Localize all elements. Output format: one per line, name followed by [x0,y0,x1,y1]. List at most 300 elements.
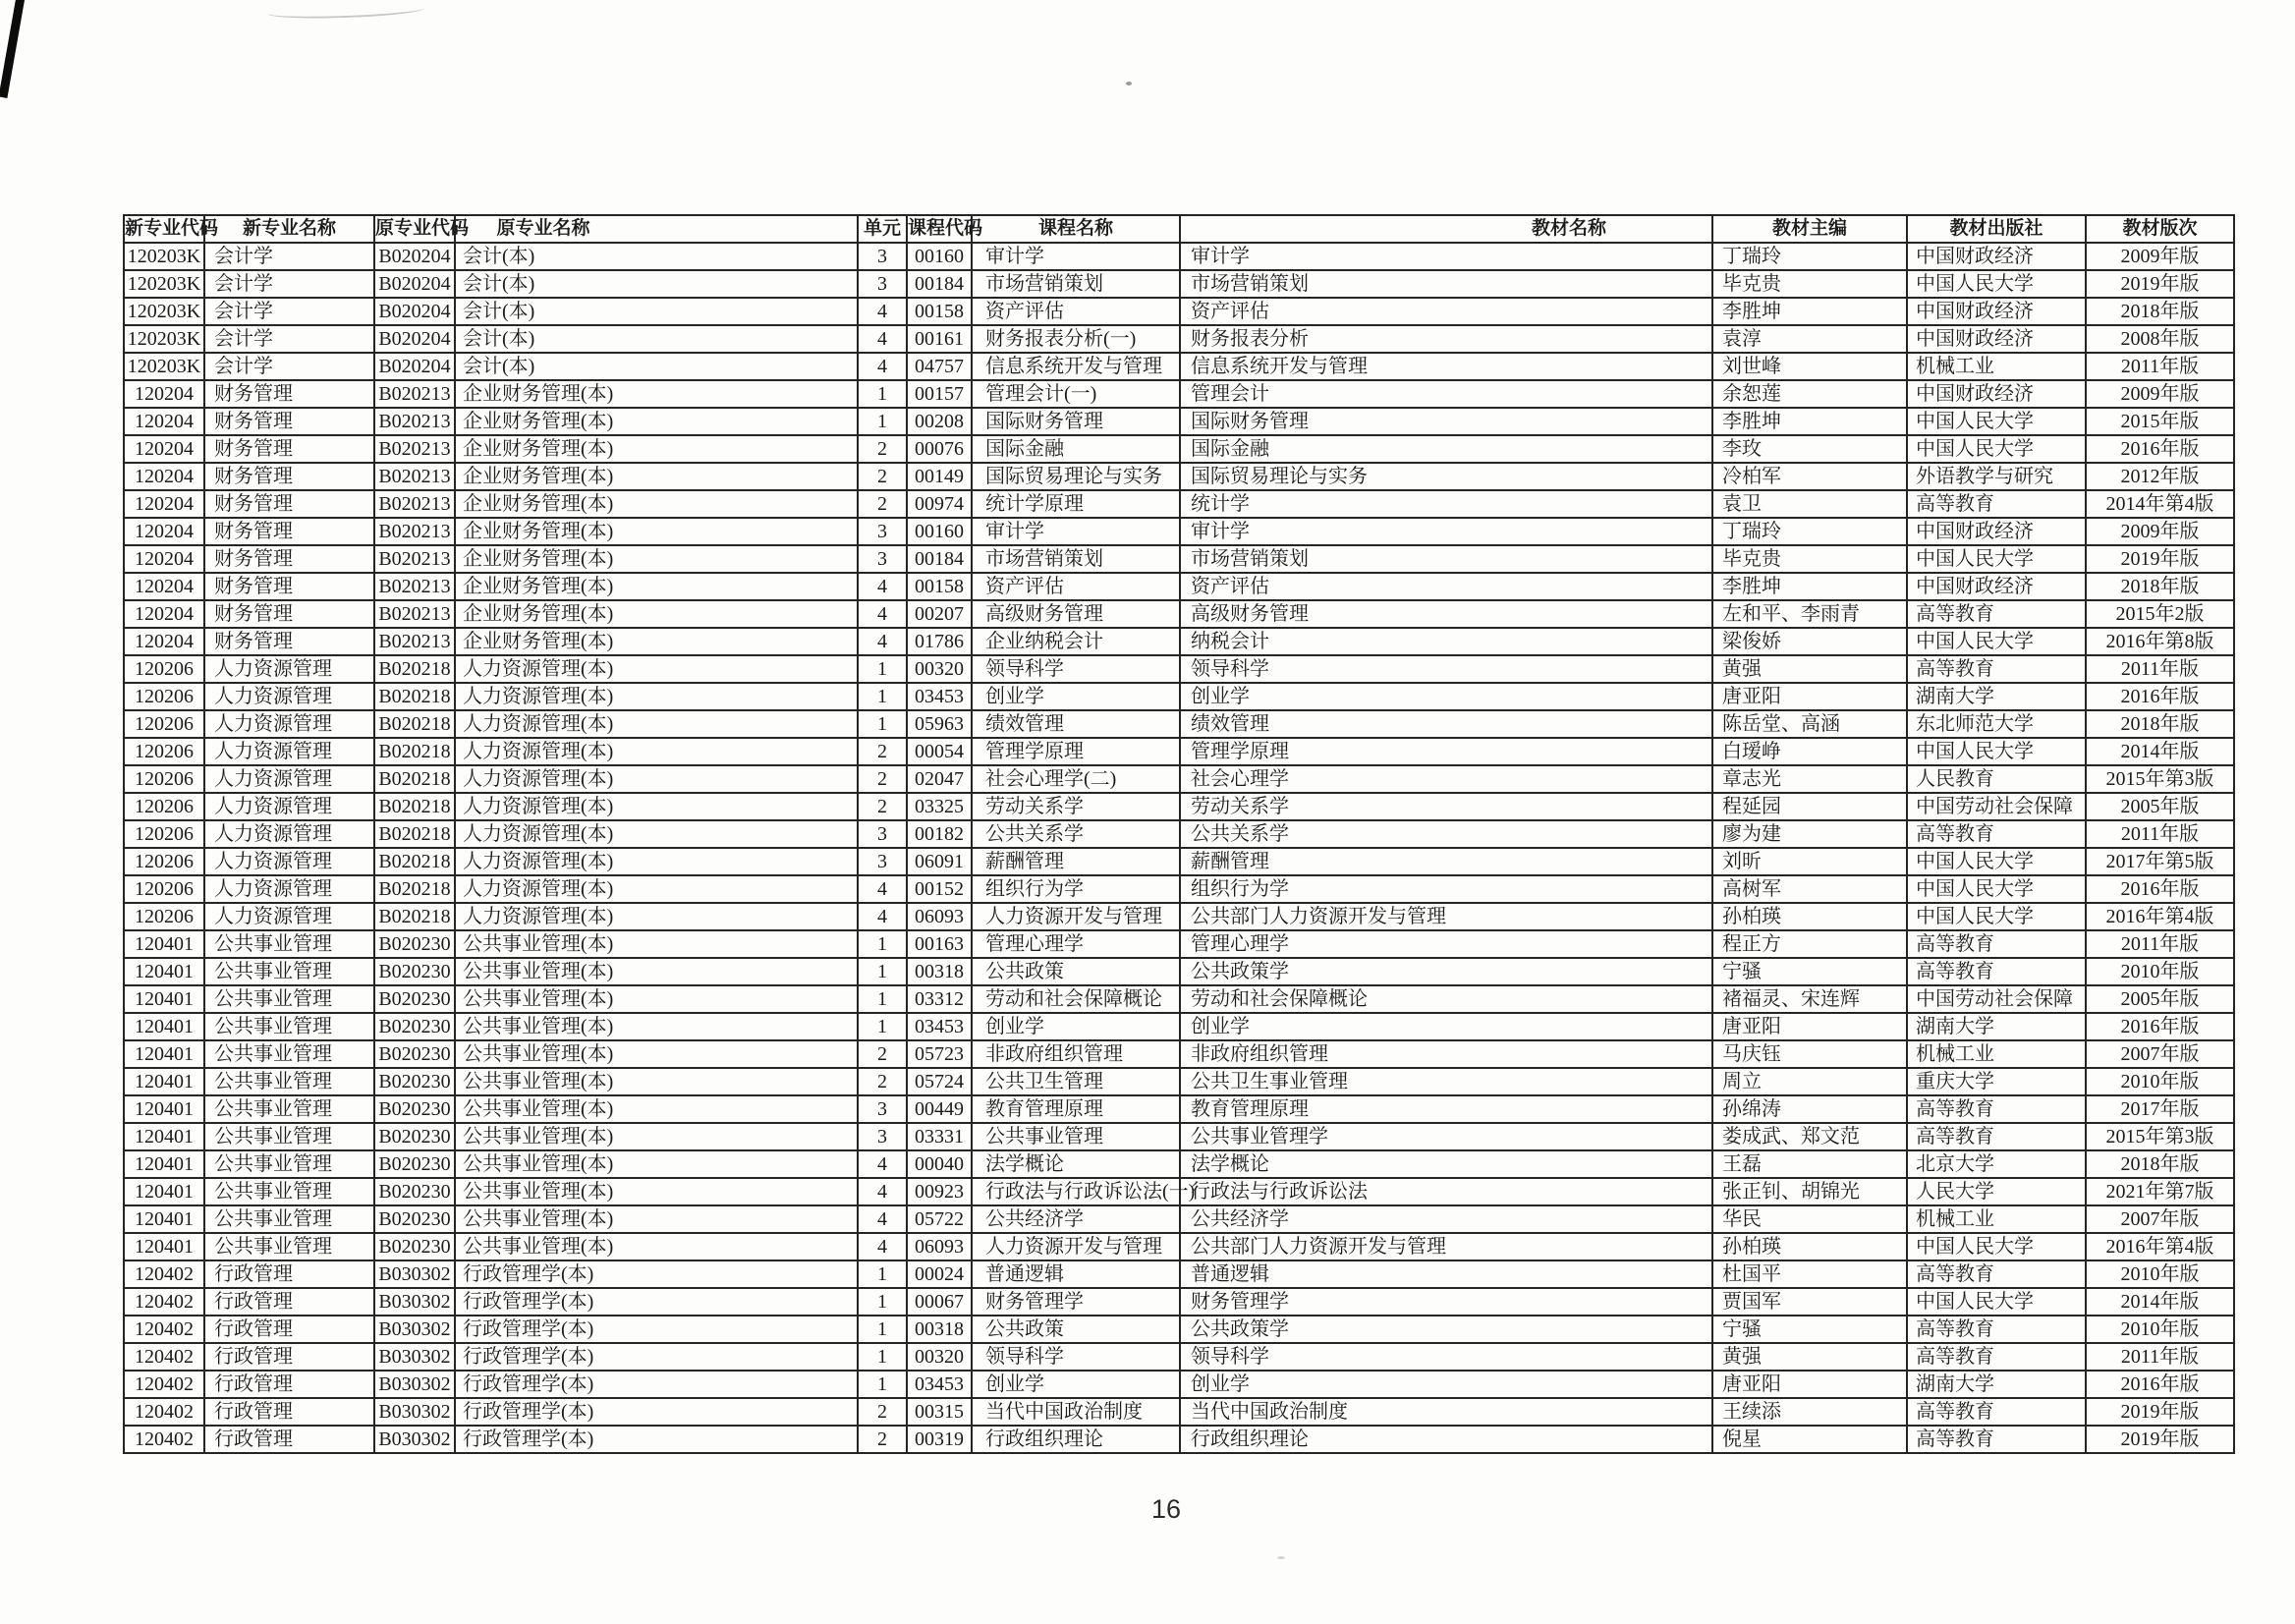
table-cell: 04757 [907,353,972,380]
table-cell: 2009年版 [2086,380,2234,408]
table-cell: 3 [858,243,907,270]
table-cell: B020213 [374,408,455,435]
table-cell: 薪酬管理 [972,848,1180,875]
table-cell: 120206 [124,903,204,930]
table-cell: 2011年版 [2086,820,2234,848]
table-cell: 行政组织理论 [972,1426,1180,1453]
table-cell: 2016年版 [2086,875,2234,903]
table-cell: 普通逻辑 [1180,1260,1712,1288]
table-cell: 国际财务管理 [972,408,1180,435]
table-row [124,545,2234,573]
table-cell: 120204 [124,518,204,545]
table-cell: 唐亚阳 [1712,683,1907,710]
table-cell: 2007年版 [2086,1205,2234,1233]
table-row [124,738,2234,765]
table-cell: 湖南大学 [1907,1013,2086,1040]
table-cell: 当代中国政治制度 [1180,1398,1712,1426]
table-cell: 120203K [124,298,204,325]
table-cell: 公共关系学 [972,820,1180,848]
table-cell: 人力资源管理(本) [455,820,858,848]
table-cell: 行政组织理论 [1180,1426,1712,1453]
table-cell: 章志光 [1712,765,1907,793]
table-cell: 2019年版 [2086,270,2234,298]
table-cell: 120204 [124,545,204,573]
table-cell: 公共事业管理(本) [455,1178,858,1205]
table-cell: 2017年第5版 [2086,848,2234,875]
table-cell: 劳动关系学 [972,793,1180,820]
table-cell: 4 [858,1150,907,1178]
table-cell: 4 [858,628,907,655]
table-row [124,1233,2234,1260]
table-cell: 廖为建 [1712,820,1907,848]
table-cell: 行政管理 [204,1343,374,1371]
table-cell: 人力资源管理(本) [455,655,858,683]
table-cell: 公共事业管理(本) [455,930,858,958]
table-cell: 毕克贵 [1712,270,1907,298]
table-cell: B020230 [374,1150,455,1178]
table-cell: 公共经济学 [972,1205,1180,1233]
table-cell: 1 [858,958,907,985]
table-cell: 公共事业管理 [204,1150,374,1178]
table-cell: 中国人民大学 [1907,738,2086,765]
table-cell: 人力资源管理(本) [455,793,858,820]
table-cell: 湖南大学 [1907,1371,2086,1398]
table-cell: 公共事业管理 [204,1123,374,1150]
table-cell: 1 [858,930,907,958]
table-cell: 宁骚 [1712,958,1907,985]
table-cell: 00320 [907,655,972,683]
table-cell: 行政管理 [204,1260,374,1288]
table-cell: 行政法与行政诉讼法 [1180,1178,1712,1205]
table-cell: 华民 [1712,1205,1907,1233]
table-cell: 120401 [124,1040,204,1068]
table-cell: 120401 [124,1178,204,1205]
table-cell: 组织行为学 [972,875,1180,903]
table-cell: 中国人民大学 [1907,1233,2086,1260]
table-cell: 00319 [907,1426,972,1453]
table-row [124,353,2234,380]
table-cell: 00184 [907,270,972,298]
table-row [124,1095,2234,1123]
table-cell: 2015年第3版 [2086,1123,2234,1150]
table-cell: 120203K [124,243,204,270]
table-cell: 中国人民大学 [1907,545,2086,573]
table-cell: 马庆钰 [1712,1040,1907,1068]
table-cell: 3 [858,1123,907,1150]
table-cell: 1 [858,1343,907,1371]
table-cell: 管理学原理 [972,738,1180,765]
table-cell: 中国人民大学 [1907,270,2086,298]
table-cell: 创业学 [1180,1013,1712,1040]
table-cell: 孙柏瑛 [1712,903,1907,930]
table-row [124,985,2234,1013]
table-cell: 中国财政经济 [1907,518,2086,545]
table-cell: 行政管理学(本) [455,1371,858,1398]
table-cell: 公共事业管理 [204,1068,374,1095]
table-cell: 3 [858,518,907,545]
table-cell: 领导科学 [972,1343,1180,1371]
table-cell: 审计学 [972,518,1180,545]
table-cell: 人民大学 [1907,1178,2086,1205]
table-cell: 00318 [907,1316,972,1343]
table-cell: 湖南大学 [1907,683,2086,710]
table-cell: 4 [858,1178,907,1205]
table-cell: B020213 [374,628,455,655]
table-cell: 00182 [907,820,972,848]
table-cell: 120204 [124,463,204,490]
table-cell: 3 [858,270,907,298]
table-cell: B020218 [374,738,455,765]
table-row [124,1040,2234,1068]
table-cell: 创业学 [972,683,1180,710]
table-row [124,600,2234,628]
table-row [124,325,2234,353]
table-cell: 刘昕 [1712,848,1907,875]
table-cell: 统计学 [1180,490,1712,518]
table-cell: 2017年版 [2086,1095,2234,1123]
table-cell: 00152 [907,875,972,903]
table-cell: 法学概论 [1180,1150,1712,1178]
table-cell: 重庆大学 [1907,1068,2086,1095]
table-cell: 人力资源开发与管理 [972,1233,1180,1260]
table-cell: 1 [858,408,907,435]
table-cell: 唐亚阳 [1712,1371,1907,1398]
table-cell: 120402 [124,1288,204,1316]
table-cell: 120203K [124,270,204,298]
table-cell: 东北师范大学 [1907,710,2086,738]
table-cell: 创业学 [972,1371,1180,1398]
table-cell: 05963 [907,710,972,738]
table-cell: 左和平、李雨青 [1712,600,1907,628]
table-cell: 创业学 [1180,1371,1712,1398]
table-cell: 2016年第4版 [2086,903,2234,930]
table-cell: 人力资源管理(本) [455,903,858,930]
table-cell: 00208 [907,408,972,435]
table-cell: 人力资源管理 [204,738,374,765]
table-cell: 2010年版 [2086,1260,2234,1288]
table-cell: 03453 [907,1371,972,1398]
table-row [124,435,2234,463]
table-cell: 企业财务管理(本) [455,518,858,545]
table-row [124,270,2234,298]
table-cell: 2 [858,738,907,765]
table-cell: 财务管理 [204,435,374,463]
table-cell: 程正方 [1712,930,1907,958]
table-cell: 2011年版 [2086,930,2234,958]
table-cell: 企业财务管理(本) [455,435,858,463]
table-cell: 中国人民大学 [1907,875,2086,903]
table-cell: 会计(本) [455,325,858,353]
table-cell: 企业财务管理(本) [455,600,858,628]
table-cell: 2 [858,1398,907,1426]
table-cell: 机械工业 [1907,1040,2086,1068]
table-row [124,848,2234,875]
course-textbook-table [123,214,2235,1454]
table-cell: 人力资源管理 [204,793,374,820]
table-cell: 120402 [124,1371,204,1398]
table-cell: B020218 [374,903,455,930]
table-cell: 4 [858,298,907,325]
table-cell: 120401 [124,1068,204,1095]
table-cell: 4 [858,1233,907,1260]
table-cell: 公共事业管理 [204,1013,374,1040]
table-cell: 2015年2版 [2086,600,2234,628]
table-cell: 00160 [907,243,972,270]
table-cell: 管理会计 [1180,380,1712,408]
table-cell: B020230 [374,1178,455,1205]
table-cell: 王续添 [1712,1398,1907,1426]
table-cell: 企业财务管理(本) [455,463,858,490]
table-cell: 公共经济学 [1180,1205,1712,1233]
table-cell: 财务报表分析 [1180,325,1712,353]
table-cell: 袁淳 [1712,325,1907,353]
table-cell: 市场营销策划 [1180,545,1712,573]
table-cell: 绩效管理 [972,710,1180,738]
table-cell: 高等教育 [1907,600,2086,628]
table-cell: 2011年版 [2086,1343,2234,1371]
table-cell: 中国人民大学 [1907,1288,2086,1316]
table-cell: 高等教育 [1907,1343,2086,1371]
table-cell: 00207 [907,600,972,628]
table-cell: B020230 [374,1040,455,1068]
table-cell: 2018年版 [2086,298,2234,325]
table-cell: 05724 [907,1068,972,1095]
table-cell: 国际金融 [972,435,1180,463]
table-cell: 法学概论 [972,1150,1180,1178]
table-row [124,1123,2234,1150]
table-cell: 00067 [907,1288,972,1316]
table-cell: 杜国平 [1712,1260,1907,1288]
table-cell: B020218 [374,820,455,848]
table-cell: 05722 [907,1205,972,1233]
table-cell: 4 [858,573,907,600]
table-cell: 人力资源管理 [204,765,374,793]
table-cell: 企业财务管理(本) [455,380,858,408]
table-cell: 2 [858,463,907,490]
table-cell: 行政管理 [204,1426,374,1453]
table-cell: 00149 [907,463,972,490]
table-cell: 管理心理学 [972,930,1180,958]
table-cell: 梁俊娇 [1712,628,1907,655]
table-cell: B020204 [374,325,455,353]
table-cell: 人力资源管理 [204,848,374,875]
table-row [124,298,2234,325]
table-cell: 2 [858,765,907,793]
scan-artifact-corner-mark [0,0,26,98]
page-number: 16 [1151,1494,1182,1524]
table-header-row [124,215,2234,243]
table-cell: 120402 [124,1316,204,1343]
column-header-new-major-name: 新专业名称 [204,215,374,243]
table-cell: 00161 [907,325,972,353]
table-cell: 劳动和社会保障概论 [972,985,1180,1013]
table-cell: 2005年版 [2086,793,2234,820]
table-row [124,1205,2234,1233]
table-cell: 4 [858,600,907,628]
table-cell: 120402 [124,1398,204,1426]
table-cell: 社会心理学(二) [972,765,1180,793]
table-cell: 2007年版 [2086,1040,2234,1068]
table-cell: 中国人民大学 [1907,408,2086,435]
table-cell: 人力资源开发与管理 [972,903,1180,930]
table-cell: B020218 [374,793,455,820]
table-cell: 贾国军 [1712,1288,1907,1316]
table-row [124,875,2234,903]
table-cell: 李胜坤 [1712,408,1907,435]
table-cell: 120206 [124,655,204,683]
table-cell: B020230 [374,1013,455,1040]
table-cell: 人力资源管理 [204,710,374,738]
table-cell: 120402 [124,1343,204,1371]
table-cell: 120206 [124,875,204,903]
table-cell: 2016年第8版 [2086,628,2234,655]
table-cell: B020230 [374,1233,455,1260]
table-cell: 2005年版 [2086,985,2234,1013]
table-row [124,573,2234,600]
table-cell: 丁瑞玲 [1712,518,1907,545]
table-cell: 公共政策 [972,958,1180,985]
table-cell: 120204 [124,600,204,628]
table-cell: 120204 [124,573,204,600]
table-cell: B030302 [374,1398,455,1426]
table-cell: 2010年版 [2086,958,2234,985]
table-cell: 00318 [907,958,972,985]
table-cell: B020204 [374,243,455,270]
table-cell: 行政管理学(本) [455,1288,858,1316]
table-cell: 组织行为学 [1180,875,1712,903]
table-cell: 中国财政经济 [1907,380,2086,408]
table-cell: 高级财务管理 [1180,600,1712,628]
table-cell: 06091 [907,848,972,875]
table-cell: 公共部门人力资源开发与管理 [1180,1233,1712,1260]
table-cell: 公共事业管理(本) [455,1095,858,1123]
table-cell: B030302 [374,1343,455,1371]
table-cell: 00054 [907,738,972,765]
table-cell: 中国财政经济 [1907,298,2086,325]
table-cell: 2015年版 [2086,408,2234,435]
table-cell: 公共部门人力资源开发与管理 [1180,903,1712,930]
table-cell: 孙绵涛 [1712,1095,1907,1123]
table-cell: 高等教育 [1907,820,2086,848]
table-cell: 机械工业 [1907,353,2086,380]
column-header-course-code: 课程代码 [907,215,972,243]
table-cell: 2 [858,435,907,463]
table-cell: 会计学 [204,243,374,270]
table-cell: 公共事业管理(本) [455,1123,858,1150]
table-cell: 2009年版 [2086,518,2234,545]
column-header-textbook-edition: 教材版次 [2086,215,2234,243]
table-cell: 资产评估 [972,573,1180,600]
table-cell: B020230 [374,1095,455,1123]
table-cell: 公共事业管理 [204,1205,374,1233]
table-row [124,1398,2234,1426]
table-cell: 2014年第4版 [2086,490,2234,518]
table-row [124,1013,2234,1040]
table-cell: 2019年版 [2086,1398,2234,1426]
table-cell: B030302 [374,1316,455,1343]
table-cell: 4 [858,875,907,903]
table-cell: 2014年版 [2086,738,2234,765]
table-cell: 00157 [907,380,972,408]
table-cell: B020218 [374,848,455,875]
table-cell: 外语教学与研究 [1907,463,2086,490]
table-cell: 中国人民大学 [1907,628,2086,655]
table-cell: 非政府组织管理 [972,1040,1180,1068]
table-cell: 管理会计(一) [972,380,1180,408]
table-cell: 120401 [124,1205,204,1233]
table-cell: 财务管理 [204,600,374,628]
table-cell: 00040 [907,1150,972,1178]
table-cell: 2012年版 [2086,463,2234,490]
table-cell: 120401 [124,1123,204,1150]
table-cell: 2 [858,1068,907,1095]
table-row [124,380,2234,408]
table-cell: 公共事业管理学 [1180,1123,1712,1150]
table-cell: 00449 [907,1095,972,1123]
table-cell: 2016年第4版 [2086,1233,2234,1260]
table-cell: 03325 [907,793,972,820]
table-cell: 领导科学 [1180,1343,1712,1371]
table-cell: 公共事业管理(本) [455,1013,858,1040]
table-cell: 03331 [907,1123,972,1150]
table-cell: B020230 [374,958,455,985]
table-cell: 1 [858,1288,907,1316]
table-cell: 行政管理 [204,1398,374,1426]
table-cell: 1 [858,1013,907,1040]
table-cell: 120402 [124,1260,204,1288]
table-cell: 创业学 [972,1013,1180,1040]
table-cell: 120206 [124,710,204,738]
table-cell: 06093 [907,903,972,930]
table-cell: 娄成武、郑文范 [1712,1123,1907,1150]
column-header-old-major-name: 原专业名称 [455,215,858,243]
table-cell: 北京大学 [1907,1150,2086,1178]
table-cell: 财务管理 [204,380,374,408]
table-cell: 120206 [124,683,204,710]
table-cell: 高树军 [1712,875,1907,903]
table-cell: 财务管理 [204,545,374,573]
table-cell: 公共政策学 [1180,958,1712,985]
table-cell: 120402 [124,1426,204,1453]
table-cell: 统计学原理 [972,490,1180,518]
table-cell: 国际贸易理论与实务 [972,463,1180,490]
table-cell: 公共事业管理(本) [455,985,858,1013]
table-cell: 公共事业管理 [204,1233,374,1260]
table-row [124,820,2234,848]
table-row [124,1068,2234,1095]
table-cell: 公共事业管理 [204,958,374,985]
table-cell: B020230 [374,985,455,1013]
table-cell: 余恕莲 [1712,380,1907,408]
table-cell: 中国劳动社会保障 [1907,793,2086,820]
table-cell: 企业财务管理(本) [455,408,858,435]
table-cell: 00158 [907,573,972,600]
table-cell: 唐亚阳 [1712,1013,1907,1040]
table-cell: 2008年版 [2086,325,2234,353]
table-row [124,408,2234,435]
table-cell: 中国人民大学 [1907,848,2086,875]
table-cell: 3 [858,545,907,573]
table-cell: 教育管理原理 [972,1095,1180,1123]
table-cell: B020230 [374,1205,455,1233]
table-cell: 2021年第7版 [2086,1178,2234,1205]
table-cell: 公共事业管理 [204,930,374,958]
table-row [124,518,2234,545]
table-cell: 李胜坤 [1712,298,1907,325]
table-cell: 公共政策 [972,1316,1180,1343]
table-cell: 2015年第3版 [2086,765,2234,793]
table-cell: 刘世峰 [1712,353,1907,380]
